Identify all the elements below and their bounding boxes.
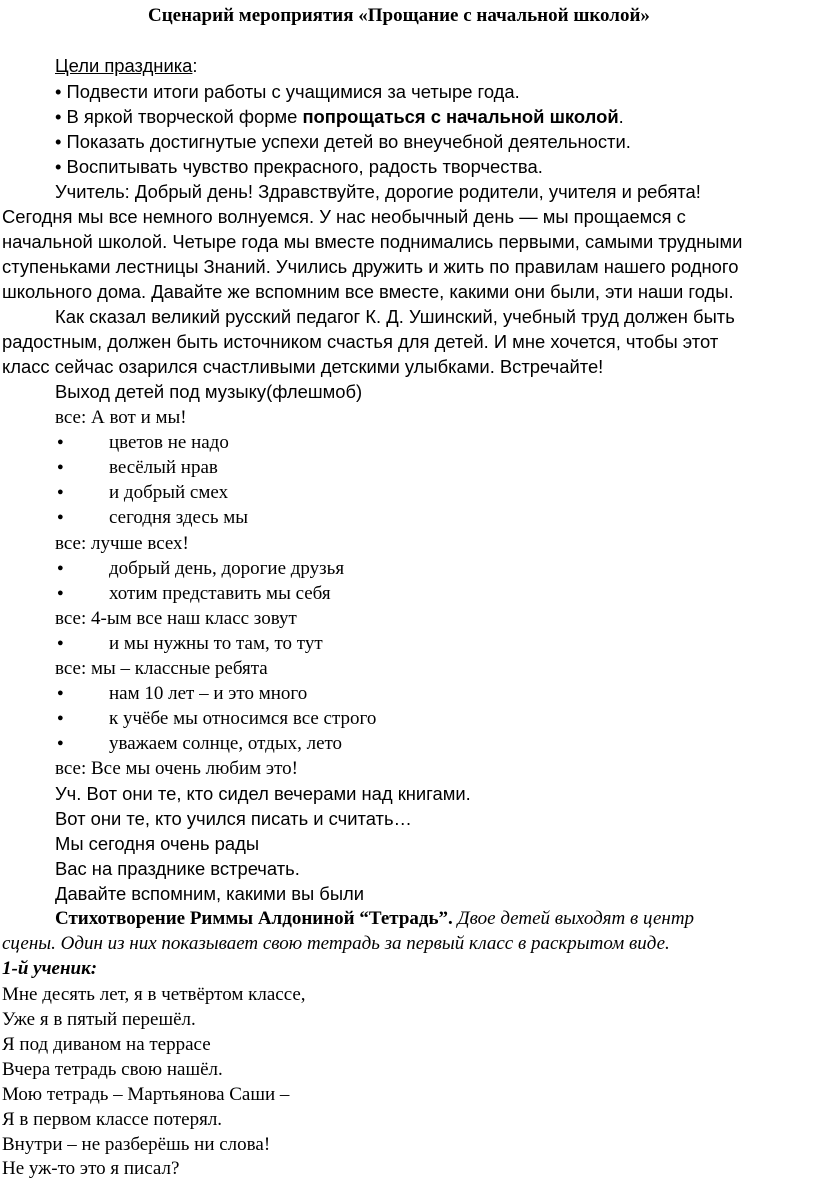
paragraph-line: Учитель: Добрый день! Здравствуйте, дорогие родители, учителя и ребята! (55, 181, 701, 202)
paragraph-line: Как сказал великий русский педагог К. Д. Ушинский, учебный труд должен быть (55, 306, 735, 327)
bullet-icon: ● (57, 461, 64, 473)
poem-line: Я под диваном на террасе (2, 1034, 211, 1055)
flashmob-bullet-item: к учёбе мы относимся все строго (109, 708, 377, 729)
teacher-line: Давайте вспомним, какими вы были (55, 883, 365, 904)
flashmob-bullet-item: и мы нужны то там, то тут (109, 633, 323, 654)
flashmob-bullet-item: весёлый нрав (109, 457, 218, 478)
flashmob-bullet-item: уважаем солнце, отдых, лето (109, 733, 343, 754)
document-title: Сценарий мероприятия «Прощание с начальной школой» (148, 5, 650, 26)
exit-line: Выход детей под музыку(флешмоб) (55, 381, 363, 402)
poem-heading-italic-cont: сцены. Один из них показывает свою тетрадь за первый класс в раскрытом виде. (2, 933, 670, 954)
goal-item-bold: попрощаться с начальной школой (302, 106, 619, 127)
bullet-icon: ● (57, 436, 64, 448)
flashmob-chorus-line: все: А вот и мы! (55, 407, 187, 428)
bullet-icon: ● (57, 511, 64, 523)
bullet-icon: ● (57, 486, 64, 498)
teacher-line: Мы сегодня очень рады (55, 833, 260, 854)
paragraph-line: начальной школой. Четыре года мы вместе поднимались первыми, самыми трудными (2, 231, 743, 252)
goal-item: • Показать достигнутые успехи детей во внеучебной деятельности. (55, 131, 631, 152)
poem-line: Не уж-то это я писал? (2, 1158, 180, 1179)
goal-item: • Воспитывать чувство прекрасного, радость творчества. (55, 156, 543, 177)
paragraph-line: школьного дома. Давайте же вспомним все вместе, какими они были, эти наши годы. (2, 281, 734, 302)
poem-heading (55, 906, 694, 931)
flashmob-bullet-item: и добрый смех (109, 482, 229, 503)
flashmob-bullet-item: цветов не надо (109, 432, 229, 453)
goals-heading-text: Цели праздника (55, 55, 193, 76)
poem-line: Внутри – не разберёшь ни слова! (2, 1134, 271, 1155)
goal-item-post: . (618, 106, 624, 127)
bullet-icon: ● (57, 687, 64, 699)
bullet-icon: ● (57, 737, 64, 749)
paragraph-line: класс сейчас озарился счастливыми детскими улыбками. Встречайте! (2, 356, 604, 377)
goal-item: • Подвести итоги работы с учащимися за четыре года. (55, 81, 520, 102)
teacher-line: Вот они те, кто учился писать и считать… (55, 808, 412, 829)
bullet-icon: ● (57, 587, 64, 599)
flashmob-chorus-line: все: мы – классные ребята (55, 658, 268, 679)
flashmob-chorus-line: все: Все мы очень любим это! (55, 758, 298, 779)
flashmob-bullet-item: сегодня здесь мы (109, 507, 249, 528)
bullet-icon: ● (57, 637, 64, 649)
poem-line: Мне десять лет, я в четвёртом классе, (2, 984, 306, 1005)
bullet-icon: ● (57, 562, 64, 574)
poem-heading-bold: Стихотворение Риммы Алдониной “Тетрадь”. (55, 908, 453, 929)
flashmob-chorus-line: все: лучше всех! (55, 533, 189, 554)
flashmob-bullet-item: нам 10 лет – и это много (109, 683, 308, 704)
goals-heading (55, 53, 198, 78)
poem-line: Я в первом классе потерял. (2, 1109, 223, 1130)
bullet-icon: ● (57, 712, 64, 724)
poem-line: Уже я в пятый перешёл. (2, 1009, 196, 1030)
goals-heading-colon: : (192, 55, 198, 76)
poem-heading-italic: Двое детей выходят в центр (452, 908, 695, 929)
goal-item (55, 104, 624, 129)
flashmob-bullet-item: добрый день, дорогие друзья (109, 558, 345, 579)
paragraph-line: ступеньками лестницы Знаний. Учились дружить и жить по правилам нашего родного (2, 256, 739, 277)
teacher-line: Уч. Вот они те, кто сидел вечерами над книгами. (55, 783, 471, 804)
paragraph-line: Сегодня мы все немного волнуемся. У нас необычный день — мы прощаемся с (2, 206, 686, 227)
poem-line: Вчера тетрадь свою нашёл. (2, 1059, 223, 1080)
flashmob-chorus-line: все: 4-ым все наш класс зовут (55, 608, 297, 629)
goal-item-pre: • В яркой творческой форме (55, 106, 303, 127)
poem-speaker: 1-й ученик: (2, 958, 98, 979)
teacher-line: Вас на празднике встречать. (55, 858, 300, 879)
poem-line: Мою тетрадь – Мартьянова Саши – (2, 1084, 290, 1105)
paragraph-line: радостным, должен быть источником счастья для детей. И мне хочется, чтобы этот (2, 331, 719, 352)
flashmob-bullet-item: хотим представить мы себя (109, 583, 331, 604)
